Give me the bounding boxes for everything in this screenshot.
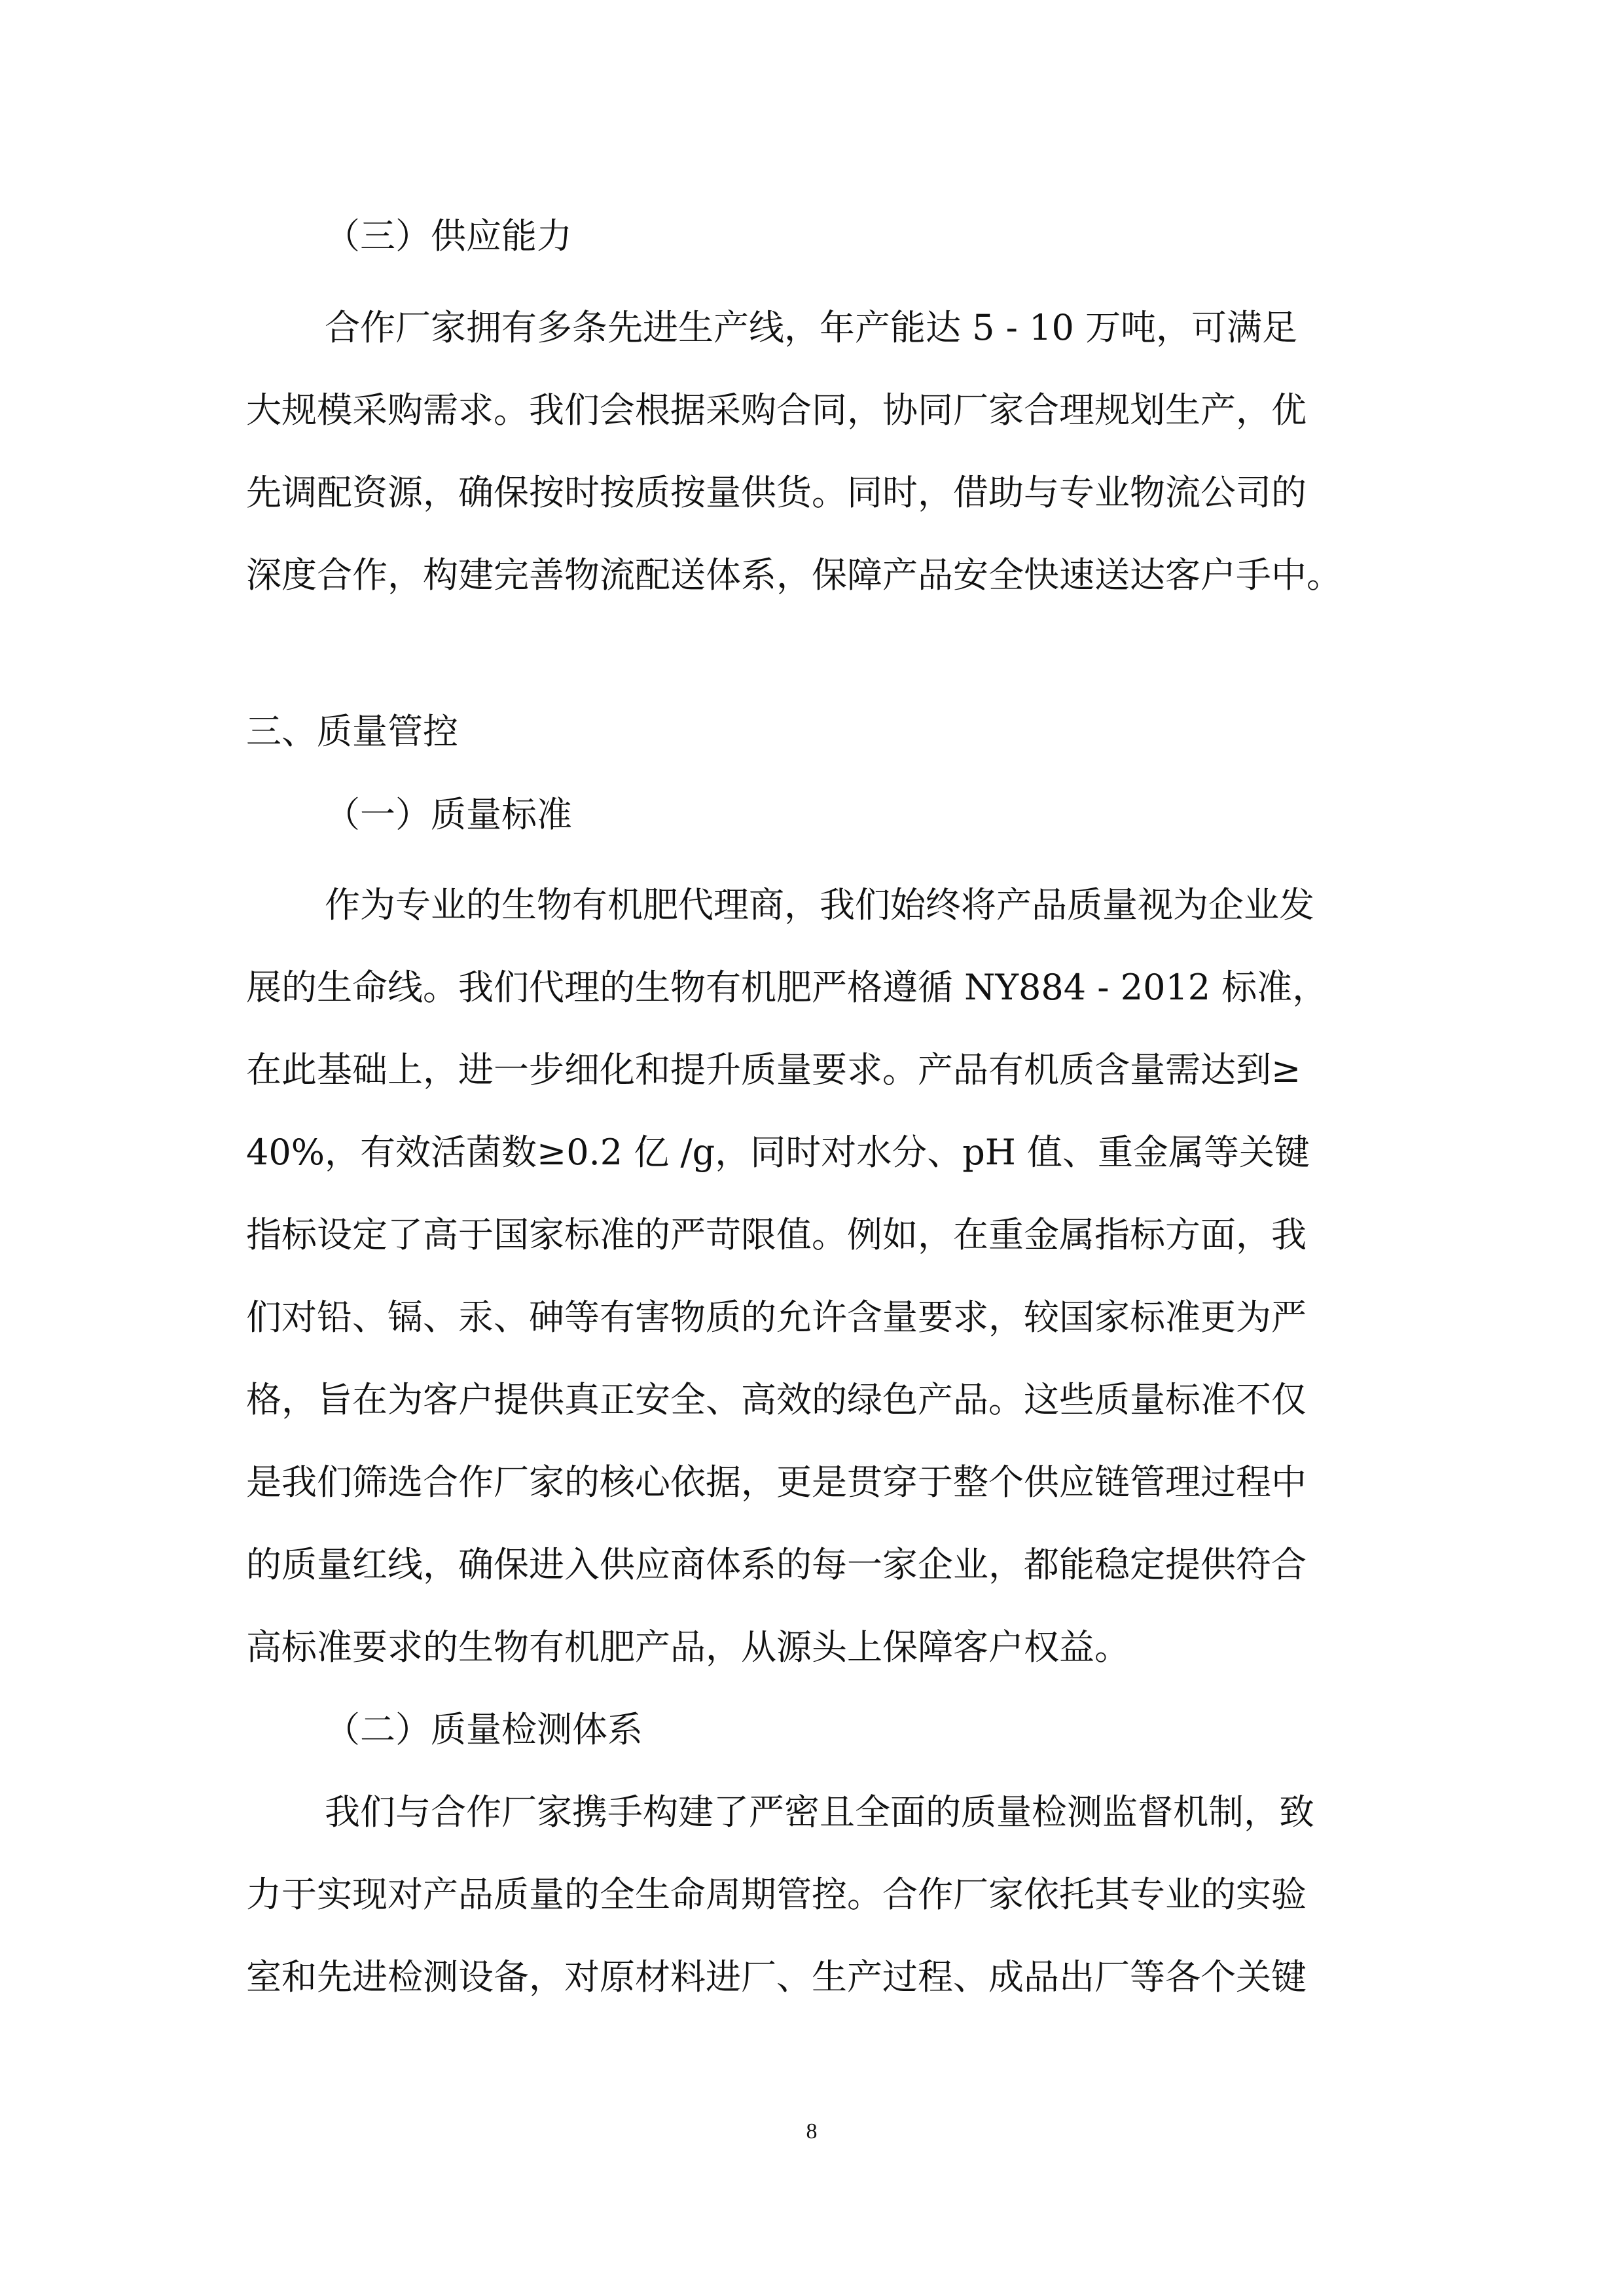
chapter-heading-quality-control: 三、质量管控: [246, 711, 458, 752]
paragraph-line: 高标准要求的生物有机肥产品，从源头上保障客户权益。: [246, 1626, 1130, 1668]
paragraph-line: 大规模采购需求。我们会根据采购合同，协同厂家合理规划生产，优: [246, 389, 1307, 431]
paragraph-line: 是我们筛选合作厂家的核心依据，更是贯穿于整个供应链管理过程中: [246, 1462, 1307, 1503]
paragraph-line: 在此基础上，进一步细化和提升质量要求。产品有机质含量需达到≥: [246, 1049, 1301, 1090]
section-heading-quality-standard: （一）质量标准: [325, 794, 572, 835]
paragraph-line: 深度合作，构建完善物流配送体系，保障产品安全快速送达客户手中。: [246, 554, 1342, 596]
paragraph-line: 指标设定了高于国家标准的严苛限值。例如，在重金属指标方面，我: [246, 1214, 1307, 1255]
paragraph-line: 格，旨在为客户提供真正安全、高效的绿色产品。这些质量标准不仅: [246, 1379, 1307, 1420]
paragraph-line: 合作厂家拥有多条先进生产线，年产能达 5 - 10 万吨，可满足: [325, 307, 1297, 348]
paragraph-line: 力于实现对产品质量的全生命周期管控。合作厂家依托其专业的实验: [246, 1874, 1307, 1915]
page-number: 8: [806, 2119, 818, 2144]
paragraph-line: 作为专业的生物有机肥代理商，我们始终将产品质量视为企业发: [325, 884, 1314, 925]
section-heading-supply: （三）供应能力: [325, 215, 572, 257]
paragraph-line: 们对铅、镉、汞、砷等有害物质的允许含量要求，较国家标准更为严: [246, 1297, 1307, 1338]
paragraph-line: 40%，有效活菌数≥0.2 亿 /g，同时对水分、pH 值、重金属等关键: [246, 1132, 1310, 1173]
paragraph-line: 的质量红线，确保进入供应商体系的每一家企业，都能稳定提供符合: [246, 1544, 1307, 1585]
paragraph-line: 展的生命线。我们代理的生物有机肥严格遵循 NY884 - 2012 标准，: [246, 967, 1328, 1008]
paragraph-line: 室和先进检测设备，对原材料进厂、生产过程、成品出厂等各个关键: [246, 1956, 1307, 1998]
paragraph-line: 先调配资源，确保按时按质按量供货。同时，借助与专业物流公司的: [246, 472, 1307, 513]
section-heading-quality-testing: （二）质量检测体系: [325, 1709, 643, 1750]
paragraph-line: 我们与合作厂家携手构建了严密且全面的质量检测监督机制，致: [325, 1791, 1314, 1833]
